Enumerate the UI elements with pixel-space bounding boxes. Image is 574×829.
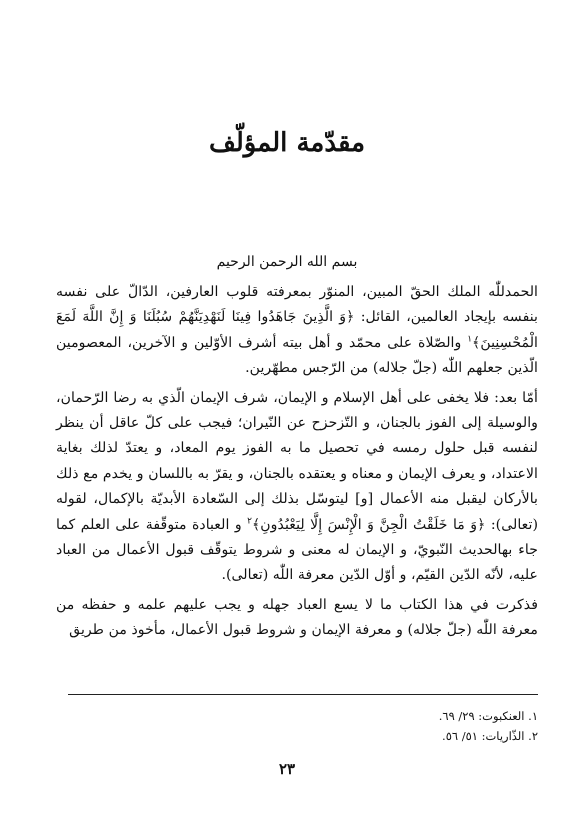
footnote-ref-1[interactable]: ١	[467, 334, 473, 345]
paragraph-2-tail: و العبادة متوقّفة على العلم كما جاء بهالحديث النّبويّ، و الإيمان له معنى و شروط يتوقّف قبول الأعمال من العباد عليه، لأنّه الدّين القيّم، و أوّل الدّين معرفة اللّٰه (تعالى).	[56, 516, 538, 584]
paragraph-2-text: أمّا بعد: فلا يخفى على أهل الإسلام و الإيمان، شرف الإيمان الّذي به رضا الرّحمان، والوسيلة إلى الفوز بالجنان، و التّزحزح عن النّيران؛ فيجب على كلّ عاقل أن ينظر لنفسه قبل حلول رمسه في تحصيل ما به الفوز يوم المعاد، و يعتدّ لذلك بغاية الاعتداد، و يعرف الإيمان و معناه و يعتقده بالجنان، و يقرّ به باللسان و يخدم مع ذلك بالأركان ليقبل منه الأعمال [و] ليتوسّل بذلك إلى السّعادة الأبديّة بالإكمال، لقوله (تعالى): ﴿وَ مَا خَلَقْتُ الْجِنَّ وَ الْإِنْسَ إِلَّا لِيَعْبُدُونِ﴾	[56, 389, 538, 533]
paragraph-3-text: فذكرت في هذا الكتاب ما لا يسع العباد جهله و يجب عليهم علمه و حفظه من معرفة اللّٰه (جلّ جلاله) و معرفة الإيمان و شروط قبول الأعمال، مأخوذ من طريق	[56, 596, 538, 639]
footnote-divider	[68, 694, 538, 695]
basmala: بسم الله الرحمن الرحيم	[216, 254, 358, 270]
paragraph-2	[56, 386, 538, 589]
page-number: ٢٣	[278, 760, 296, 778]
paragraph-3	[56, 593, 538, 644]
footnotes	[68, 706, 538, 746]
chapter-title: مقدّمة المؤلّف	[208, 128, 366, 158]
body-text	[56, 280, 538, 648]
paragraph-1-tail: والصّلاة على محمّد و أهل بيته أشرف الأوّلين و الآخرين، المعصومين الّذين جعلهم اللّٰه (جلّ جلاله) من الرّجس مطهّرين.	[56, 334, 538, 377]
paragraph-1-text: الحمدللّٰه الملك الحقّ المبين، المنوّر بمعرفته قلوب العارفين، الدّالّ على نفسه بنفسه بإيجاد العالمين، القائل: ﴿وَ الَّذِينَ جَاهَدُوا فِينَا لَنَهْدِيَنَّهُمْ سُبُلَنَا وَ إِنَّ اللَّهَ لَمَعَ الْمُحْسِنِينَ﴾	[56, 284, 538, 351]
footnote-2: ٢. الذّاريات: ٥١/ ٥٦.	[442, 729, 538, 743]
footnote-1: ١. العنكبوت: ٢٩/ ٦٩.	[438, 709, 538, 723]
footnote-ref-2[interactable]: ٢	[247, 515, 252, 526]
paragraph-1	[56, 280, 538, 382]
